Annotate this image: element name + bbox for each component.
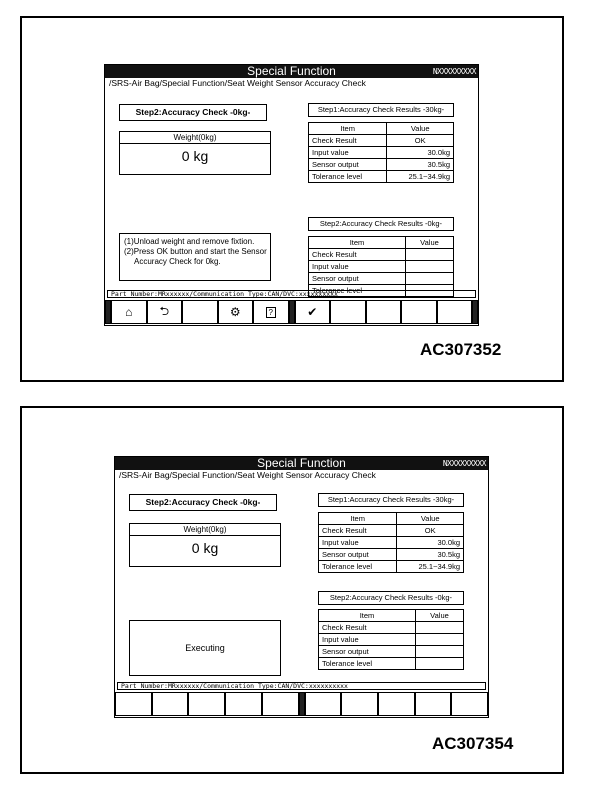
row-value: OK (387, 135, 454, 147)
fkey-empty-4[interactable] (437, 300, 473, 324)
ok-button[interactable] (295, 300, 331, 324)
fkey-empty[interactable] (415, 692, 452, 716)
table-row (309, 135, 454, 147)
row-item: Check Result (319, 622, 416, 634)
device-code: NXXXXXXXXX (432, 67, 476, 76)
col-item-header: Item (309, 123, 387, 135)
weight-header: Weight(0kg) (120, 132, 270, 144)
fkey-empty[interactable] (451, 692, 488, 716)
figure-panel-top (20, 16, 564, 382)
table-row (319, 525, 464, 537)
row-item: Input value (319, 537, 397, 549)
fkey-empty[interactable] (341, 692, 378, 716)
step1-title: Step1:Accuracy Check Results -30kg- (308, 103, 454, 117)
window-title: Special Function (247, 64, 336, 78)
row-item: Tolerance level (319, 658, 416, 670)
back-button[interactable] (147, 300, 183, 324)
table-row (309, 273, 454, 285)
table-row (309, 171, 454, 183)
table-row (309, 147, 454, 159)
row-item: Check Result (309, 135, 387, 147)
figure-number: AC307352 (420, 340, 502, 359)
figure-panel-bottom (20, 406, 564, 774)
function-key-bar (115, 692, 488, 716)
step1-table (308, 122, 454, 183)
fkey-empty[interactable] (305, 692, 342, 716)
table-row (319, 646, 464, 658)
col-item-header: Item (309, 237, 406, 249)
table-row (319, 561, 464, 573)
table-row (319, 537, 464, 549)
title-bar (115, 457, 488, 470)
row-value (406, 249, 454, 261)
row-item: Tolerance level (309, 285, 406, 297)
instruction-box (119, 233, 271, 281)
weight-value: 0 kg (191, 540, 219, 556)
col-item-header: Item (319, 513, 397, 525)
table-row (319, 549, 464, 561)
col-item-header: Item (319, 610, 416, 622)
row-item: Input value (319, 634, 416, 646)
step2-label: Step2:Accuracy Check -0kg- (129, 494, 277, 511)
row-value (416, 646, 464, 658)
home-icon: ⌂ (125, 305, 133, 319)
col-value-header: Value (397, 513, 464, 525)
row-item: Input value (309, 261, 406, 273)
clipboard-help-icon: ? (266, 307, 276, 318)
row-value (416, 622, 464, 634)
fkey-edge (472, 300, 478, 324)
table-row (309, 261, 454, 273)
row-item: Tolerance level (319, 561, 397, 573)
home-button[interactable] (111, 300, 147, 324)
step1-title: Step1:Accuracy Check Results -30kg- (318, 493, 464, 507)
step2-title: Step2:Accuracy Check Results -0kg- (308, 217, 454, 231)
table-row (319, 622, 464, 634)
row-item: Sensor output (309, 273, 406, 285)
back-icon: ⮌ (159, 303, 170, 318)
row-item: Sensor output (319, 646, 416, 658)
row-value: 30.0kg (397, 537, 464, 549)
device-code: NXXXXXXXXX (442, 459, 486, 468)
row-value: OK (397, 525, 464, 537)
row-value (416, 658, 464, 670)
row-item: Sensor output (309, 159, 387, 171)
table-row (309, 249, 454, 261)
instruction-line-1: (1)Unload weight and remove fixtion. (124, 237, 255, 246)
executing-box (129, 620, 281, 676)
row-value: 25.1~34.9kg (397, 561, 464, 573)
step2-title: Step2:Accuracy Check Results -0kg- (318, 591, 464, 605)
fkey-empty[interactable] (152, 692, 189, 716)
row-value (406, 261, 454, 273)
window-title: Special Function (257, 456, 346, 470)
row-value: 25.1~34.9kg (387, 171, 454, 183)
col-value-header: Value (406, 237, 454, 249)
instruction-line-3: Accuracy Check for 0kg. (134, 257, 221, 266)
status-bar: Part Number:MRxxxxxx/Communication Type:CAN/DVC:xxxxxxxxxx (107, 290, 476, 298)
screen-bottom (114, 456, 489, 718)
weight-box (129, 523, 281, 567)
fkey-empty-3[interactable] (401, 300, 437, 324)
breadcrumb: /SRS-Air Bag/Special Function/Seat Weight Sensor Accuracy Check (119, 470, 376, 480)
col-value-header: Value (387, 123, 454, 135)
row-value (406, 273, 454, 285)
fkey-empty-2[interactable] (366, 300, 402, 324)
step2-label: Step2:Accuracy Check -0kg- (119, 104, 267, 121)
step2-table (308, 236, 454, 297)
settings-button[interactable] (218, 300, 254, 324)
table-row (319, 634, 464, 646)
step1-table (318, 512, 464, 573)
help-button[interactable] (253, 300, 289, 324)
weight-value: 0 kg (181, 148, 209, 164)
fkey-empty-1[interactable] (330, 300, 366, 324)
row-item: Check Result (319, 525, 397, 537)
weight-header: Weight(0kg) (130, 524, 280, 536)
screen-top (104, 64, 479, 326)
fkey-empty[interactable] (115, 692, 152, 716)
title-bar (105, 65, 478, 78)
row-item: Tolerance level (309, 171, 387, 183)
ok-check-icon: ✔ (307, 305, 318, 319)
instruction-line-2: (2)Press OK button and start the Sensor (124, 247, 267, 256)
gear-icon: ⚙ (229, 305, 241, 319)
figure-number: AC307354 (432, 734, 514, 753)
row-item: Input value (309, 147, 387, 159)
executing-text: Executing (185, 643, 225, 653)
fkey-empty[interactable] (188, 692, 225, 716)
fkey-empty[interactable] (378, 692, 415, 716)
row-value (416, 634, 464, 646)
fkey-empty[interactable] (225, 692, 262, 716)
row-item: Sensor output (319, 549, 397, 561)
breadcrumb: /SRS-Air Bag/Special Function/Seat Weight Sensor Accuracy Check (109, 78, 366, 88)
col-value-header: Value (416, 610, 464, 622)
row-value: 30.5kg (397, 549, 464, 561)
blank-button[interactable] (182, 300, 218, 324)
row-value: 30.0kg (387, 147, 454, 159)
step2-table (318, 609, 464, 670)
table-row (309, 159, 454, 171)
row-item: Check Result (309, 249, 406, 261)
table-row (319, 658, 464, 670)
weight-box (119, 131, 271, 175)
function-key-bar (105, 300, 478, 324)
fkey-empty[interactable] (262, 692, 299, 716)
row-value: 30.5kg (387, 159, 454, 171)
status-bar: Part Number:MRxxxxxx/Communication Type:CAN/DVC:xxxxxxxxxx (117, 682, 486, 690)
